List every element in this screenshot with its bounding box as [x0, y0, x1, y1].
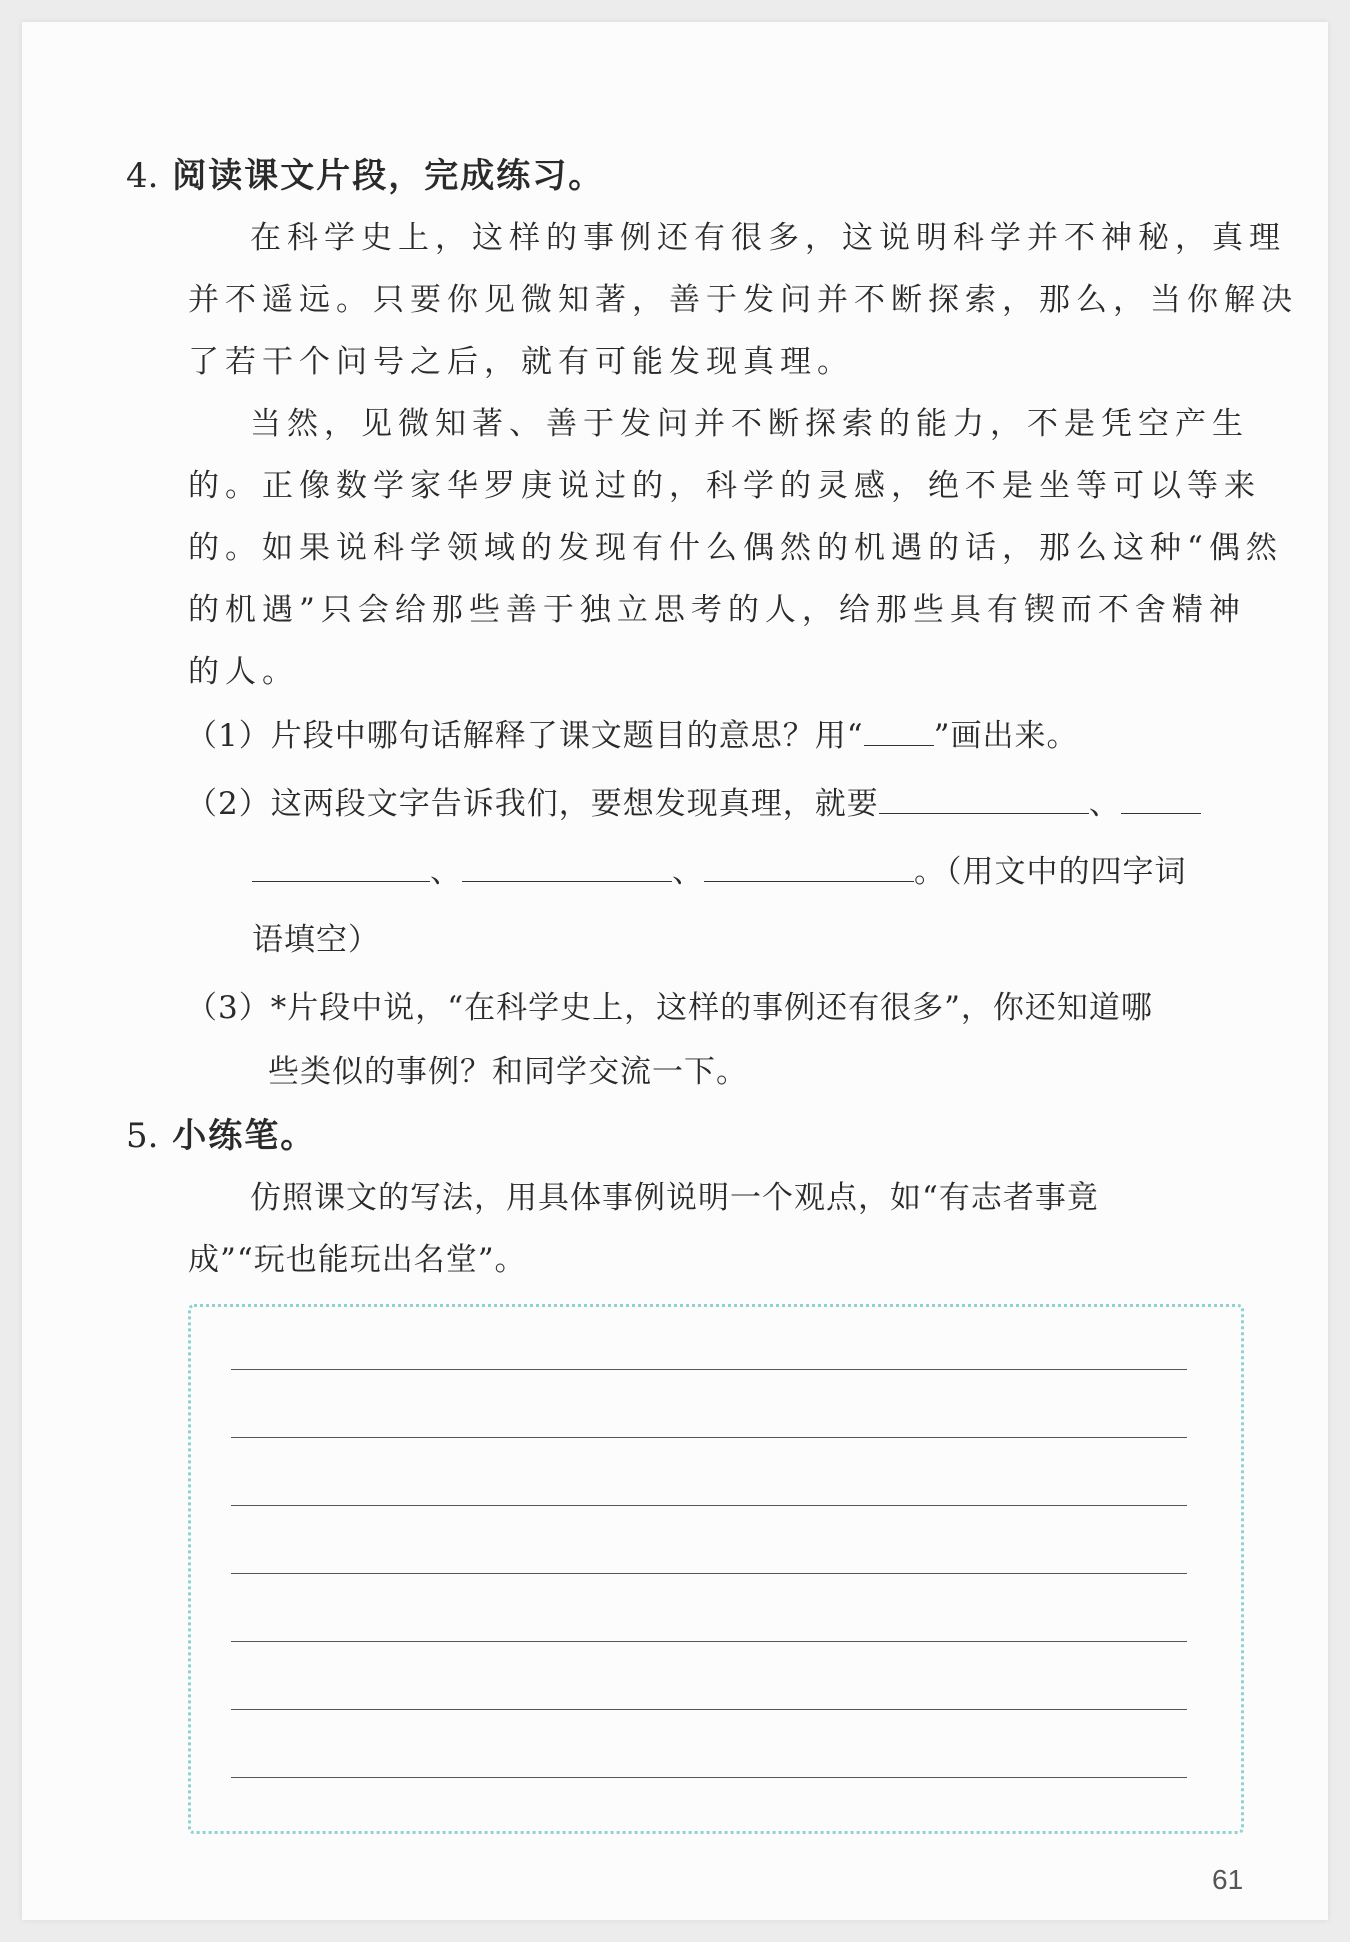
passage-p2-line-5: 的人。 [188, 654, 299, 690]
passage-p1-line-1: 在科学史上，这样的事例还有很多，这说明科学并不神秘，真理 [250, 220, 1286, 256]
separator-2: 、 [430, 854, 462, 890]
answer-blank-2-start[interactable] [1121, 783, 1201, 814]
question-5-number: 5. [126, 1116, 159, 1156]
passage-p2-line-2: 的。正像数学家华罗庚说过的，科学的灵感，绝不是坐等可以等来 [188, 468, 1261, 504]
answer-blank-1[interactable] [879, 783, 1089, 814]
sub-question-2-line-1 [186, 778, 1201, 823]
writing-box[interactable] [188, 1304, 1244, 1834]
sub-question-2-line-3: 语填空） [252, 922, 380, 958]
workbook-page [22, 22, 1328, 1920]
separator-3: 、 [672, 854, 704, 890]
sub-question-2-end-text: 。（用文中的四字词 [914, 854, 1187, 890]
page-number: 61 [1212, 1864, 1244, 1895]
sub-question-2-text: 这两段文字告诉我们，要想发现真理，就要 [270, 786, 879, 822]
sub-question-2-line-2 [252, 846, 1187, 891]
writing-line[interactable] [231, 1641, 1187, 1642]
question-4-title: 阅读课文片段，完成练习。 [172, 156, 605, 196]
separator-1: 、 [1088, 786, 1121, 822]
writing-line[interactable] [231, 1505, 1187, 1506]
question-5-line-2: 成”“玩也能玩出名堂”。 [188, 1242, 527, 1278]
answer-blank-3[interactable] [462, 851, 672, 882]
sub-question-1-sample-underline [864, 715, 934, 746]
writing-line[interactable] [231, 1709, 1187, 1710]
question-4-heading [126, 148, 604, 197]
sub-question-3-line-1 [186, 982, 1153, 1027]
writing-line[interactable] [231, 1573, 1187, 1574]
writing-line[interactable] [231, 1777, 1187, 1778]
sub-question-3-text: 片段中说，“在科学史上，这样的事例还有很多”，你还知道哪 [287, 990, 1153, 1026]
question-5-heading [126, 1108, 316, 1157]
sub-question-1-text-after: ”画出来。 [933, 718, 1079, 754]
sub-question-3-label: （3）* [186, 990, 288, 1026]
question-5-title: 小练笔。 [172, 1116, 317, 1156]
answer-blank-2-end[interactable] [252, 851, 430, 882]
sub-question-3-line-2: 些类似的事例？和同学交流一下。 [268, 1054, 748, 1090]
passage-p1-line-2: 并不遥远。只要你见微知著，善于发问并不断探索，那么，当你解决 [188, 282, 1298, 318]
passage-p2-line-1: 当然，见微知著、善于发问并不断探索的能力，不是凭空产生 [250, 406, 1249, 442]
passage-p2-line-3: 的。如果说科学领域的发现有什么偶然的机遇的话，那么这种“偶然 [188, 530, 1283, 566]
answer-blank-4[interactable] [704, 851, 914, 882]
question-4-number: 4. [126, 156, 159, 196]
sub-question-1-label: （1） [186, 718, 271, 754]
question-5-line-1: 仿照课文的写法，用具体事例说明一个观点，如“有志者事竟 [250, 1180, 1099, 1216]
sub-question-1-text-before: 片段中哪句话解释了课文题目的意思？用“ [270, 718, 864, 754]
passage-p1-line-3: 了若干个问号之后，就有可能发现真理。 [188, 344, 854, 380]
sub-question-1 [186, 710, 1078, 755]
sub-question-2-label: （2） [186, 786, 271, 822]
passage-p2-line-4: 的机遇”只会给那些善于独立思考的人，给那些具有锲而不舍精神 [188, 592, 1246, 628]
writing-line[interactable] [231, 1369, 1187, 1370]
writing-line[interactable] [231, 1437, 1187, 1438]
